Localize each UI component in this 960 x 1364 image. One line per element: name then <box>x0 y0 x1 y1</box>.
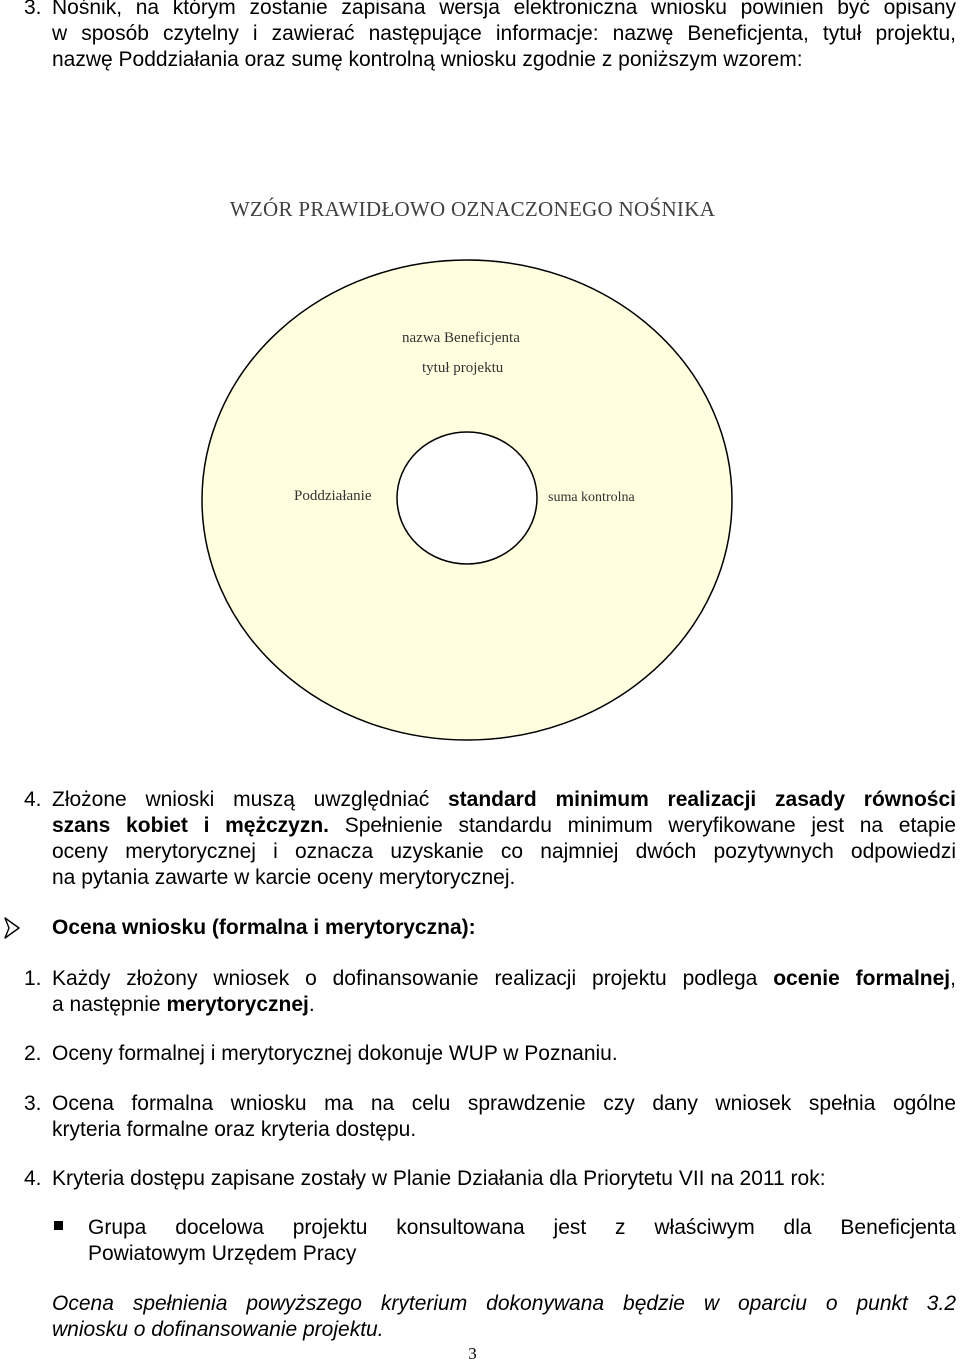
disc-label-project-title: tytuł projektu <box>422 360 504 376</box>
list-2-text: Oceny formalnej i merytorycznej dokonuje WUP w Poznaniu. <box>52 1042 618 1065</box>
disc-label-beneficiary: nazwa Beneficjenta <box>402 330 520 346</box>
disc-label-checksum: suma kontrolna <box>548 490 635 505</box>
list-3-number: 3. <box>24 1092 42 1115</box>
disc-label-subaction: Poddziałanie <box>294 488 372 504</box>
item-4-text: Złożone wnioski muszą uwzględniać standard minimum realizacji zasady równości szans kobiet i mężczyzn. Spełnienie standardu minimum weryfikowane jest na etapie oceny merytorycznej i oznacza uzyskanie co najmniej dwóch pozytywnych odpowiedzi na pytania zawarte w karcie oceny merytorycznej. <box>52 788 956 889</box>
list-1-text: Każdy złożony wniosek o dofinansowanie realizacji projektu podlega ocenie formalnej, a następnie merytorycznej. <box>52 967 956 1016</box>
disc-title: WZÓR PRAWIDŁOWO OZNACZONEGO NOŚNIKA <box>229 197 716 221</box>
square-bullet-icon <box>54 1221 63 1230</box>
list-4-number: 4. <box>24 1167 42 1190</box>
item-3-number: 3. <box>24 0 42 19</box>
item-4-number: 4. <box>24 788 42 811</box>
italic-note: Ocena spełnienia powyższego kryterium dokonywana będzie w oparciu o punkt 3.2 wniosku o dofinansowanie projektu. <box>52 1292 956 1341</box>
page-number: 3 <box>468 1344 477 1363</box>
disc-center-hole <box>397 432 537 564</box>
list-4-text: Kryteria dostępu zapisane zostały w Planie Działania dla Priorytetu VII na 2011 rok: <box>52 1167 826 1190</box>
list-1-number: 1. <box>24 967 42 990</box>
arrow-bullet-icon <box>4 917 20 939</box>
list-2-number: 2. <box>24 1042 42 1065</box>
list-3-text: Ocena formalna wniosku ma na celu sprawdzenie czy dany wniosek spełnia ogólne kryteria formalne oraz kryteria dostępu. <box>52 1092 956 1141</box>
section-heading: Ocena wniosku (formalna i merytoryczna): <box>52 916 476 939</box>
item-3-text: Nośnik, na którym zostanie zapisana wersja elektroniczna wniosku powinien być opisany w sposób czytelny i zawierać następujące informacje: nazwę Beneficjenta, tytuł projektu, nazwę Poddziałania oraz sumę kontrolną wniosku zgodnie z poniższym wzorem: <box>52 0 956 71</box>
bullet-text: Grupa docelowa projektu konsultowana jest z właściwym dla Beneficjenta Powiatowym Urzędem Pracy <box>88 1216 956 1265</box>
